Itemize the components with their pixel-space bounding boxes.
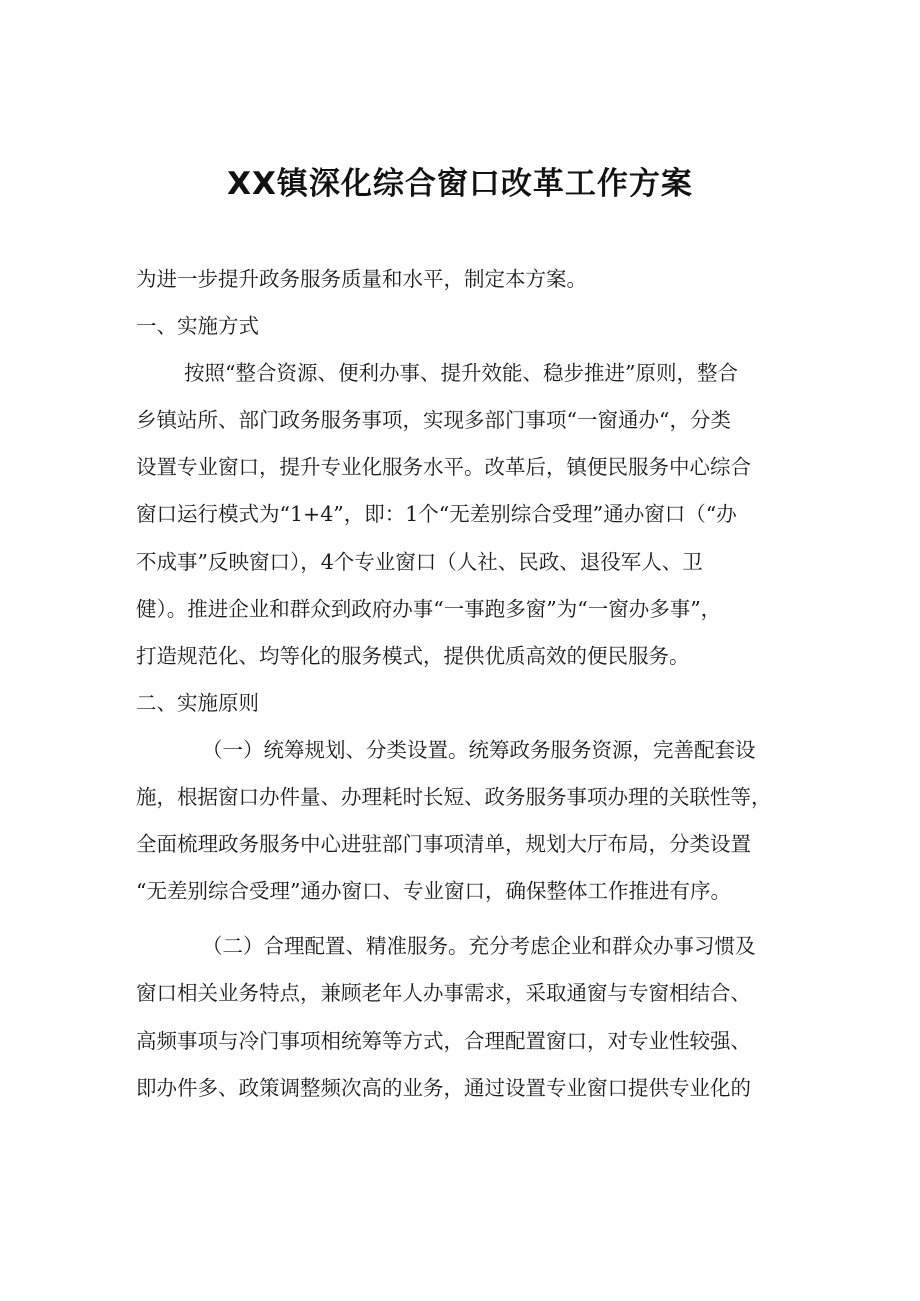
section-2-paragraph-1 [136, 727, 786, 915]
paragraph-line: 高频事项与冷门事项相统筹等方式，合理配置窗口，对专业性较强、 [136, 1028, 751, 1053]
section-1-heading: 一、实施方式 [136, 314, 259, 339]
document-title: XX镇深化综合窗口改革工作方案 [227, 166, 693, 202]
paragraph-line: 窗口运行模式为“1+4”，即：1个“无差别综合受理”通办窗口（“办 [136, 502, 737, 527]
paragraph-line: 施，根据窗口办件量、办理耗时长短、政务服务事项办理的关联性等， [136, 785, 772, 810]
paragraph-line: 不成事”反映窗口），4个专业窗口（人社、民政、退役军人、卫 [136, 549, 703, 574]
paragraph-line: （二）合理配置、精准服务。充分考虑企业和群众办事习惯及 [202, 934, 756, 959]
section-2-heading: 二、实施原则 [136, 690, 259, 715]
paragraph-line: 即办件多、政策调整频次高的业务，通过设置专业窗口提供专业化的 [136, 1075, 751, 1100]
paragraph-line: “无差别综合受理”通办窗口、专业窗口，确保整体工作推进有序。 [136, 879, 731, 904]
document-body [136, 256, 786, 1112]
section-1-paragraph [136, 350, 786, 680]
paragraph-line: 窗口相关业务特点，兼顾老年人办事需求，采取通窗与专窗相结合、 [136, 981, 751, 1006]
paragraph-line: 按照“整合资源、便利办事、提升效能、稳步推进”原则，整合 [184, 361, 738, 386]
section-2-paragraph-2 [136, 923, 786, 1111]
paragraph-line: 设置专业窗口，提升专业化服务水平。改革后，镇便民服务中心综合 [136, 455, 751, 480]
paragraph-spacer [136, 915, 786, 923]
paragraph-line: 健）。推进企业和群众到政府办事“一事跑多窗”为“一窗办多事”， [136, 596, 722, 621]
paragraph-line: 打造规范化、均等化的服务模式，提供优质高效的便民服务。 [136, 643, 690, 668]
intro-paragraph: 为进一步提升政务服务质量和水平，制定本方案。 [136, 267, 587, 291]
paragraph-line: （一）统筹规划、分类设置。统筹政务服务资源，完善配套设 [202, 737, 756, 762]
paragraph-line: 全面梳理政务服务中心进驻部门事项清单，规划大厅布局，分类设置 [136, 832, 751, 857]
paragraph-line: 乡镇站所、部门政务服务事项，实现多部门事项“一窗通办“，分类 [136, 408, 731, 433]
